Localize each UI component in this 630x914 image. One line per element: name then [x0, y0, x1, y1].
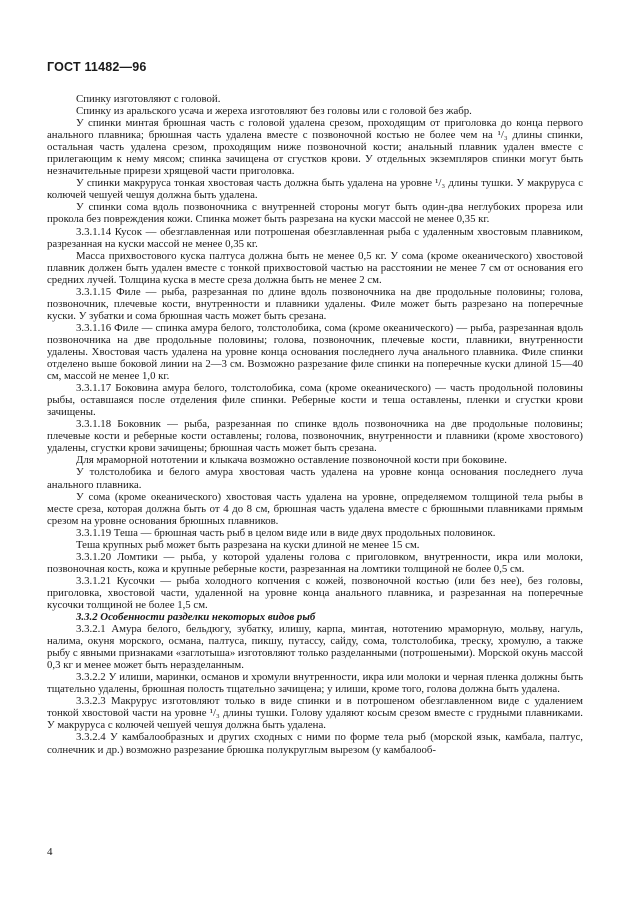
paragraph: У спинки макруруса тонкая хвостовая часть должна быть удалена на уровне ¹/₃ длины тушки. У макруруса с колючей чешуей чешуя должна быть удалена. [47, 177, 583, 202]
document-header: ГОСТ 11482—96 [47, 60, 147, 74]
paragraph: 3.3.1.14 Кусок — обезглавленная или потрошеная обезглавленная рыба с удаленным хвостовым плавником, разрезанная на куски массой не менее 0,35 кг. [47, 225, 583, 250]
paragraph: Спинку из аральского усача и жереха изготовляют без головы или с головой без жабр. [76, 105, 472, 118]
paragraph: 3.3.1.17 Боковина амура белого, толстолобика, сома (кроме океанического) — часть продольной половины рыбы, оставшаяся после отделения филе спинки. Реберные кости и теша оставлены, пленки и сгустки крови зачищены. [47, 382, 583, 419]
paragraph: 3.3.1.16 Филе — спинка амура белого, толстолобика, сома (кроме океанического) — рыба, разрезанная вдоль позвоночника на две продольные половины; голова, позвоночник, плечевые кости, плавники, внутренности удалены. Хвостовая часть удалена на уровне конца основания последнего луча анального плавника. Филе спинки отделено выше боковой линии на 2—3 см. Возможно разрезание филе спинки на поперечные куски длиной 15—40 см, массой не менее 1,0 кг. [47, 321, 583, 383]
section-heading: 3.3.2 Особенности разделки некоторых видов рыб [76, 611, 316, 624]
paragraph: 3.3.1.18 Боковник — рыба, разрезанная по спинке вдоль позвоночника на две продольные половины; плечевые кости и реберные кости оставлены; голова, позвоночник, внутренности и плавники (кроме хвостового) удалены, сгустки крови зачищены; брюшная часть может быть срезана. [47, 418, 583, 455]
paragraph: 3.3.1.20 Ломтики — рыба, у которой удалены голова с приголовком, внутренности, икра или молоки, позвоночная кость, кожа и крупные реберные кости, разрезанная на ломтики толщиной не более 0,5 см. [47, 550, 583, 575]
document-body [47, 93, 583, 756]
paragraph: Масса прихвостового куска палтуса должна быть не менее 0,5 кг. У сома (кроме океанического) хвостовой плавник должен быть удален вместе с тонкой прихвостовой частью на расстоянии не менее 7 см от основания его средних лучей. Толщина куска в месте среза должна быть не менее 2 см. [47, 249, 583, 286]
paragraph: У сома (кроме океанического) хвостовая часть удалена на уровне, определяемом толщиной тела рыбы в месте среза, которая должна быть от 4 до 8 см, брюшная часть удалена вместе с брюшными плавниками прямым срезом на уровне основания брюшных плавников. [47, 490, 583, 527]
paragraph: 3.3.2.3 Макрурус изготовляют только в виде спинки и в потрошеном обезглавленном виде с удалением тонкой хвостовой части на уровне ¹/₃ длины тушки. Голову удаляют косым срезом вместе с грудными плавниками. У макруруса с колючей чешуей чешуя должна быть удалена. [47, 695, 583, 732]
paragraph: Для мраморной нототении и клыкача возможно оставление позвоночной кости при боковине. [76, 454, 507, 467]
page-number: 4 [47, 846, 53, 858]
paragraph: У спинки сома вдоль позвоночника с внутренней стороны могут быть один-два неглубоких прореза или прокола без повреждения кожи. Спинка может быть разрезана на куски массой не менее 0,35 кг. [47, 201, 583, 226]
paragraph: 3.3.1.21 Кусочки — рыба холодного копчения с кожей, позвоночной костью (или без нее), без головы, приголовка, хвостовой части, удаленной на уровне конца анального плавника, и разрезанная на поперечные кусочки толщиной не более 1,5 см. [47, 574, 583, 611]
paragraph: У спинки минтая брюшная часть с головой удалена срезом, проходящим от приголовка до конца первого анального плавника; брюшная часть удалена вместе с позвоночной костью не более чем на ¹/₃ длины спинки, остальная часть удалена срезом, проходящим ниже позвоночной кости; анальный плавник удален вместе с прилегающим к нему мясом; спинка зачищена от сгустков крови. У отдельных экземпляров спинки могут быть незначительные прирези хрящевой части приголовка. [47, 117, 583, 178]
paragraph: 3.3.1.15 Филе — рыба, разрезанная по длине вдоль позвоночника на две продольные половины; голова, позвоночник, плечевые кости, внутренности и плавники удалены. Филе может быть разрезано на поперечные куски. У зубатки и сома брюшная часть может быть срезана. [47, 285, 583, 322]
paragraph: 3.3.2.1 Амура белого, бельдюгу, зубатку, илишу, карпа, минтая, нототению мраморную, мольву, нагуль, налима, окуня морского, османа, палтуса, пикшу, путассу, сайду, сома, толстолобика, треску, хромулю, а также рыбу с явными признаками «заглотыша» изготовляют только разделанными (потрошеными). Морской окунь массой 0,3 кг и менее может быть неразделанным. [47, 623, 583, 672]
paragraph: 3.3.1.19 Теша — брюшная часть рыб в целом виде или в виде двух продольных половинок. [76, 526, 496, 539]
paragraph: Теша крупных рыб может быть разрезана на куски длиной не менее 15 см. [76, 538, 420, 551]
paragraph: У толстолобика и белого амура хвостовая часть удалена на уровне конца основания последнего луча анального плавника. [47, 466, 583, 491]
paragraph: 3.3.2.2 У илиши, маринки, османов и хромули внутренности, икра или молоки и черная пленка должны быть тщательно удалены, брюшная полость тщательно зачищена; у илиши, кроме того, голова должна быть удалена. [47, 671, 583, 696]
paragraph: 3.3.2.4 У камбалообразных и других сходных с ними по форме тела рыб (морской язык, камбала, палтус, солнечник и др.) возможно разрезание брюшка полукруглым вырезом (у камбалооб- [47, 731, 583, 756]
paragraph: Спинку изготовляют с головой. [76, 93, 221, 105]
